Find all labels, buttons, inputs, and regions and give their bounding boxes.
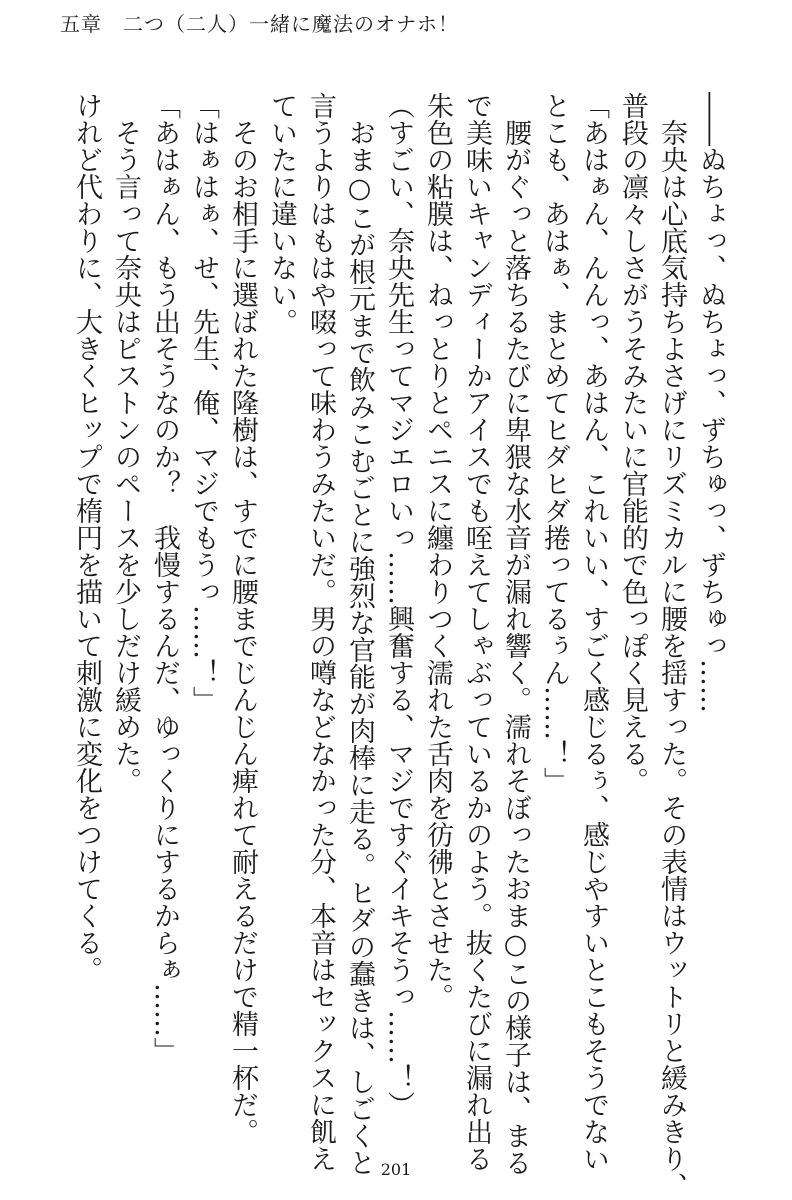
text-line: （すごい、奈央先生ってマジエロいっ……興奮する、マジですぐイキそうっ……！）	[383, 92, 414, 1118]
page-number: 201	[380, 1160, 412, 1179]
text-line: 「あはぁん、もう出そうなのか？ 我慢するんだ、ゆっくりにするからぁ……」	[149, 92, 180, 1064]
text-line: とこも、あはぁ、まとめてヒダヒダ捲ってるぅん……！」	[539, 92, 570, 794]
text-line: ――ぬちょっ、ぬちょっ、ずちゅっ、ずちゅっ……	[695, 92, 726, 713]
text-line: おま○こが根元まで飲みこむごとに強烈な官能が肉棒に走る。ヒダの蠢きは、しごくと	[344, 92, 375, 1176]
text-line: で美味いキャンディーかアイスでも咥えてしゃぶっているかのよう。抜くたびに漏れ出る	[461, 92, 492, 1172]
text-line: そのお相手に選ばれた隆樹は、すでに腰までじんじん痺れて耐えるだけで精一杯だ。	[227, 92, 258, 1145]
text-line: 奈央は心底気持ちよさげにリズミカルに腰を揺すった。その表情はウットリと緩みきり、	[656, 92, 687, 1199]
text-line: 普段の凛々しさがうそみたいに官能的で色っぽく見える。	[617, 92, 648, 794]
text-line: そう言って奈央はピストンのペースを少しだけ緩めた。	[110, 92, 141, 794]
text-line: ていたに違いない。	[266, 92, 297, 335]
text-line: 「あはぁん、んんっ、あはん、これいい、すごく感じるぅ、感じやすいとこもそうでない	[578, 92, 609, 1172]
text-line: 朱色の粘膜は、ねっとりとペニスに纏わりつく濡れた舌肉を彷彿とさせた。	[422, 92, 453, 1010]
text-line: 腰がぐっと落ちるたびに卑猥な水音が漏れ響く。濡れそぼったおま○この様子は、まる	[500, 92, 531, 1176]
text-line: けれど代わりに、大きくヒップで楕円を描いて刺激に変化をつけてくる。	[71, 92, 102, 983]
text-line: 言うよりはもはや啜って味わうみたいだ。男の噂などなかった分、本音はセックスに飢え	[305, 92, 336, 1172]
chapter-header: 五章 二つ（二人）一緒に魔法のオナホ！	[60, 12, 459, 36]
text-line: 「はぁはぁ、せ、先生、俺、マジでもうっ……！」	[188, 92, 219, 713]
